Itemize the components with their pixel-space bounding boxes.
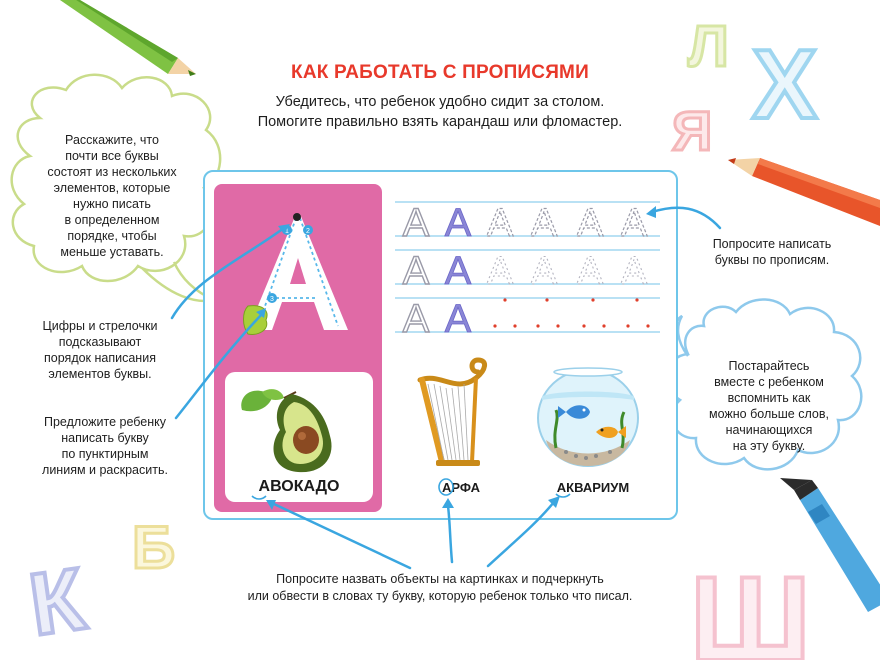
word-aquarium: АКВАРИУМ bbox=[556, 480, 630, 495]
color-in-line: по пунктирным bbox=[61, 447, 149, 461]
bottom-note-line: Попросите назвать объекты на картинках и подчеркнуть bbox=[276, 572, 604, 586]
cloud-left-line: нужно писать bbox=[73, 197, 151, 211]
letter-trace: А bbox=[620, 201, 648, 245]
subtitle-line-1: Убедитесь, что ребенок удобно сидит за столом. bbox=[275, 94, 605, 110]
color-in-line: Предложите ребенку bbox=[43, 415, 166, 429]
subtitle-line-2: Помогите правильно взять карандаш или фломастер. bbox=[257, 114, 623, 130]
cloud-right-line: вместе с ребенком bbox=[714, 375, 824, 389]
word-avocado: АВОКАДО bbox=[258, 478, 340, 495]
letter-sample-blue: А bbox=[444, 201, 472, 245]
letter-trace: А bbox=[530, 249, 558, 293]
copybook-line: буквы по прописям. bbox=[714, 253, 830, 267]
copybook-line: Попросите написать bbox=[712, 237, 832, 251]
avocado-picture bbox=[241, 389, 331, 472]
bottom-note-line: или обвести в словах ту букву, которую ребенок только что писал. bbox=[247, 589, 633, 603]
step-number-2: 2 bbox=[306, 228, 310, 235]
cloud-left-line: меньше уставать. bbox=[60, 245, 164, 259]
cloud-right-line: можно больше слов, bbox=[709, 407, 829, 421]
hints-line: порядок написания bbox=[44, 351, 156, 365]
decor-letter-ya: Я bbox=[672, 99, 713, 162]
letter-trace: А bbox=[620, 249, 648, 293]
page-title: КАК РАБОТАТЬ С ПРОПИСЯМИ bbox=[291, 62, 589, 83]
step-number-1: 1 bbox=[285, 228, 289, 235]
cloud-right-line: вспомнить как bbox=[727, 391, 811, 405]
word-harp: АРФА bbox=[441, 480, 481, 495]
color-in-line: линиям и раскрасить. bbox=[42, 463, 168, 477]
harp-picture bbox=[420, 360, 485, 466]
letter-sample-blue: А bbox=[444, 249, 472, 293]
letter-sample-gray: А bbox=[402, 249, 430, 293]
decor-letter-l: Л bbox=[688, 14, 729, 79]
cloud-right-line: на эту букву. bbox=[732, 439, 806, 453]
hints-line: Цифры и стрелочки bbox=[42, 319, 158, 333]
hints-line: элементов буквы. bbox=[48, 367, 152, 381]
decor-letter-b: Б bbox=[132, 514, 176, 581]
copybook-row-3 bbox=[403, 297, 472, 341]
letter-trace: А bbox=[530, 201, 558, 245]
cloud-right-line: Постарайтесь bbox=[728, 359, 810, 373]
letter-trace: А bbox=[486, 249, 514, 293]
cloud-left-line: в определенном bbox=[64, 213, 160, 227]
letter-sample-gray: А bbox=[402, 297, 430, 341]
letter-trace: А bbox=[576, 201, 604, 245]
guide-dots bbox=[493, 298, 649, 327]
decor-letter-kh: Х bbox=[752, 29, 818, 139]
step-number-3: 3 bbox=[270, 296, 274, 303]
decor-letter-k: К bbox=[23, 548, 91, 655]
letter-sample-gray: А bbox=[402, 201, 430, 245]
copybook-row-2 bbox=[403, 249, 648, 293]
letter-trace: А bbox=[486, 201, 514, 245]
decor-letter-sh: Ш bbox=[690, 552, 811, 660]
cloud-left-line: состоят из нескольких bbox=[47, 165, 177, 179]
cloud-left-line: почти все буквы bbox=[65, 149, 159, 163]
cloud-right-line: начинающихся bbox=[725, 423, 813, 437]
aquarium-picture bbox=[538, 368, 638, 466]
color-in-line: написать букву bbox=[61, 431, 149, 445]
letter-underline-mark bbox=[252, 496, 266, 499]
copybook-row-1 bbox=[403, 201, 648, 245]
letter-trace: А bbox=[576, 249, 604, 293]
hints-line: подсказывают bbox=[58, 335, 142, 349]
cloud-left-line: элементов, которые bbox=[53, 181, 171, 195]
letter-sample-blue: А bbox=[444, 297, 472, 341]
cloud-left-line: Расскажите, что bbox=[65, 133, 159, 147]
cloud-left-line: порядке, чтобы bbox=[67, 229, 157, 243]
